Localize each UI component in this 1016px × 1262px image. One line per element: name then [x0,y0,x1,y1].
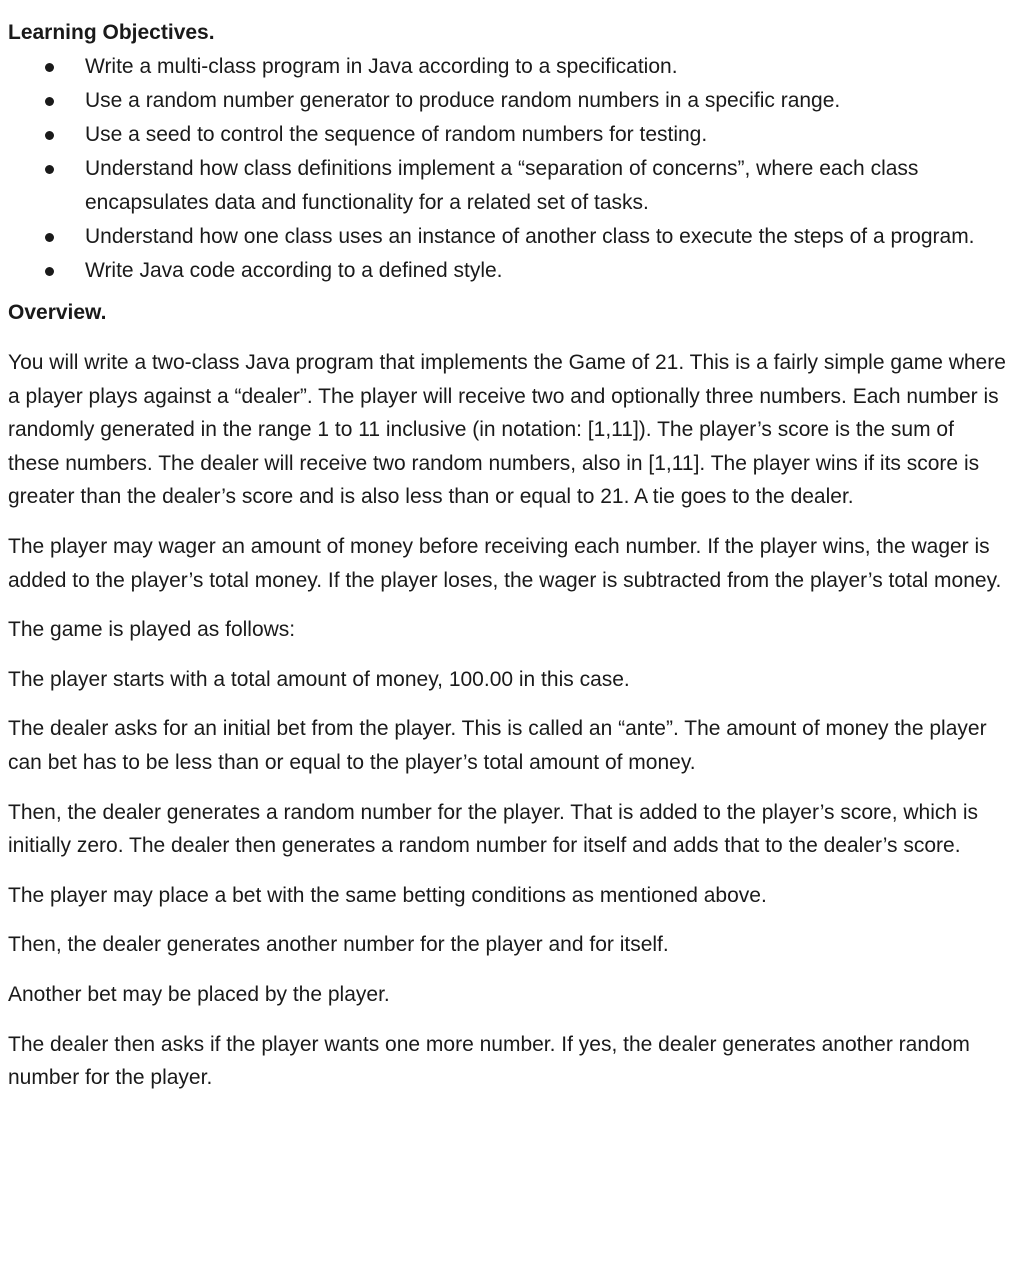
objective-text: Write a multi-class program in Java according to a specification. [85,55,678,78]
bullet-icon [45,165,54,174]
bullet-icon [45,233,54,242]
overview-paragraph: You will write a two-class Java program that implements the Game of 21. This is a fairly simple game where a player plays against a “dealer”. The player will receive two and optionally three numbers. Each number is randomly generated in the range 1 to 11 inclusive (in notation: [1,11]). The player’s score is the sum of these numbers. The dealer will receive two random numbers, also in [1,11]. The player wins if its score is greater than the dealer’s score and is also less than or equal to 21. A tie goes to the dealer. [8,351,1006,509]
overview-paragraph: Another bet may be placed by the player. [8,982,390,1006]
overview-paragraph: The dealer asks for an initial bet from the player. This is called an “ante”. The amount of money the player can bet has to be less than or equal to the player’s total amount of money. [8,717,987,774]
objective-item [8,118,1008,152]
objectives-list [8,50,1008,288]
bullet-icon [45,267,54,276]
overview-paragraph: The dealer then asks if the player wants one more number. If yes, the dealer generates another random number for the player. [8,1032,970,1090]
objective-item [8,254,1008,288]
bullet-icon [45,63,54,72]
objective-item [8,220,1008,254]
overview-paragraph: The player starts with a total amount of money, 100.00 in this case. [8,667,630,691]
bullet-icon [45,97,54,106]
overview-paragraph: The player may place a bet with the same betting conditions as mentioned above. [8,883,767,907]
objective-item [8,152,1008,220]
bullet-icon [45,131,54,140]
objective-text: Use a random number generator to produce random numbers in a specific range. [85,89,841,112]
objective-text: Write Java code according to a defined style. [85,259,503,282]
objective-text: Understand how class definitions implement a “separation of concerns”, where each class encapsulates data and functionality for a related set of tasks. [85,157,919,214]
overview-paragraph: Then, the dealer generates a random number for the player. That is added to the player’s score, which is initially zero. The dealer then generates a random number for itself and adds that to the dealer’s score. [8,800,979,858]
overview-paragraph: Then, the dealer generates another number for the player and for itself. [8,933,669,957]
overview-paragraph: The player may wager an amount of money before receiving each number. If the player wins, the wager is added to the player’s total money. If the player loses, the wager is subtracted from the player’s total money. [8,534,1002,592]
overview-heading: Overview. [8,301,107,324]
objective-text: Use a seed to control the sequence of random numbers for testing. [85,123,708,146]
objective-item [8,50,1008,84]
learning-objectives-heading: Learning Objectives. [8,21,215,44]
objective-text: Understand how one class uses an instance of another class to execute the steps of a program. [85,225,975,248]
overview-paragraph: The game is played as follows: [8,618,296,642]
objective-item [8,84,1008,118]
